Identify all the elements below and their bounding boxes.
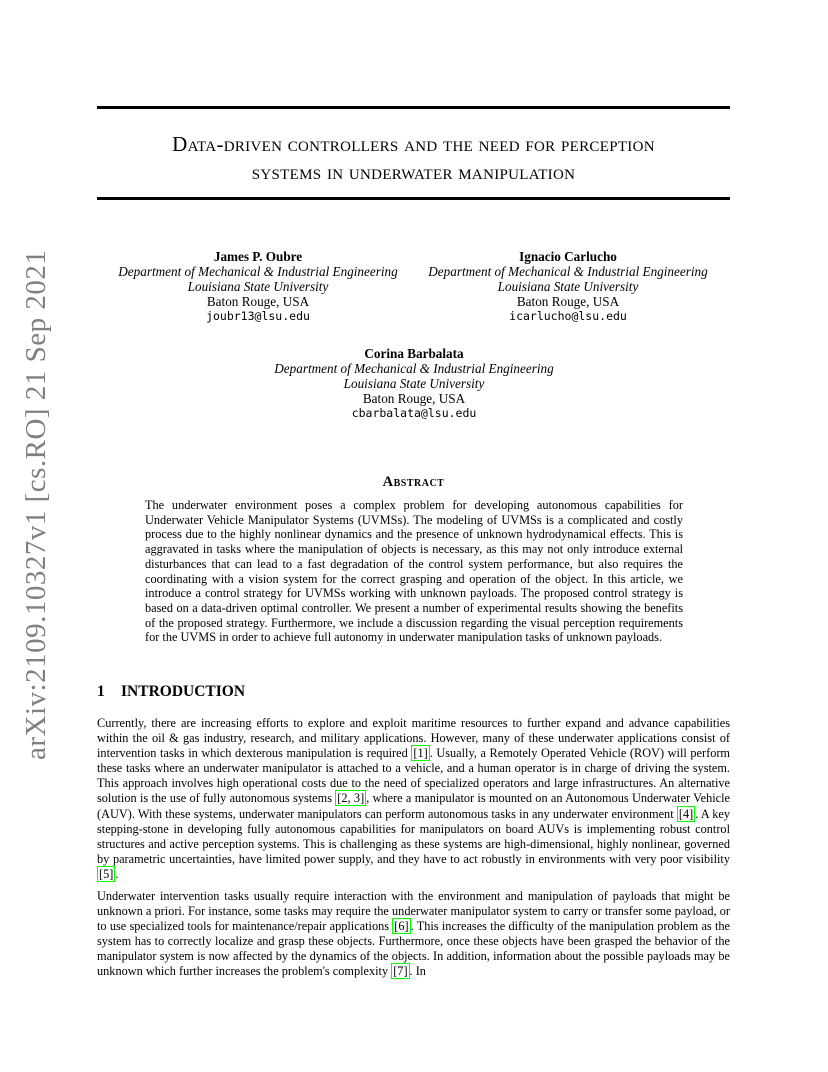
author-department: Department of Mechanical & Industrial Engineering (428, 264, 708, 279)
author-name: Ignacio Carlucho (519, 249, 617, 264)
author-name: James P. Oubre (213, 249, 303, 264)
intro-paragraph-2 (97, 889, 730, 981)
arxiv-identifier-stamp: arXiv:2109.10327v1 [cs.RO] 21 Sep 2021 (20, 249, 52, 760)
title-line-2-text: systems in underwater manipulation (251, 160, 576, 184)
citation-link[interactable]: [6] (394, 919, 409, 934)
citation-link[interactable]: [1] (413, 746, 428, 761)
author-university: Louisiana State University (497, 279, 639, 294)
paragraph-text: . Usually, a Remotely Operated Vehicle (ROV) will perform these tasks where an underwater manipulator is attached to a vehicle, and a human operator is in charge of driving the system. This approach involves high operational costs due to the need of specialized operators and large infrastructures. An alternative solution is the use of fully autonomous systems (97, 746, 730, 806)
author-email[interactable]: joubr13@lsu.edu (206, 309, 310, 323)
author-block (264, 346, 564, 421)
title-rule-bottom (97, 197, 730, 200)
abstract-heading: Abstract (382, 474, 445, 490)
paragraph-text: . A key stepping-stone in developing fully autonomous capabilities for manipulators on board AUVs is implementing robust control structures and active perception systems. This is challenging as these systems are high-dimensional, highly nonlinear, governed by parametric uncertainties, have limited power supply, and they have to act robustly in environments with very poor visibility (97, 806, 730, 866)
paragraph-text: . This increases the difficulty of the manipulation problem as the system has to correctly localize and grasp these objects. Furthermore, once these objects have been grasped the behavior of the manipulator system is now affected by the dynamics of the objects. In addition, information about the possible payloads may be unknown which further increases the problem's complexity (97, 919, 730, 979)
abstract-text: The underwater environment poses a complex problem for developing autonomous capabilities for Underwater Vehicle Manipulator Systems (UVMSs). The modeling of UVMSs is a complicated and costly process due to the highly nonlinear dynamics and the presence of unknown hydrodynamical effects. This is aggravated in tasks where the manipulation of objects is necessary, as this may not only introduce external disturbances that can lead to a fast degradation of the control system performance, but also requires the coordinating with a vision system for the correct grasping and operation of the object. In this article, we introduce a control strategy for UVMSs working with unknown payloads. The proposed control strategy is based on a data-driven optimal controller. We present a number of experimental results showing the benefits of the proposed strategy. Furthermore, we include a discussion regarding the visual perception requirements for the UVMS in order to achieve full autonomy in underwater manipulation tasks of unknown payloads. (145, 498, 683, 645)
citation-link[interactable]: [2, 3] (337, 791, 365, 806)
author-university: Louisiana State University (187, 279, 329, 294)
title-initial: D (172, 132, 188, 156)
citation-link[interactable]: [5] (99, 866, 114, 881)
paper-title-line-1 (97, 132, 730, 156)
paragraph-text: . In (409, 964, 426, 979)
intro-paragraph-1 (97, 716, 730, 882)
paragraph-text: , where a manipulator is mounted on an Autonomous Underwater Vehicle (AUV). With these systems, underwater manipulators can perform autonomous tasks in any underwater environment (97, 791, 730, 821)
author-email[interactable]: icarlucho@lsu.edu (509, 309, 627, 323)
title-line-1-rest: ata-driven controllers and the need for perception (187, 132, 655, 156)
author-department: Department of Mechanical & Industrial Engineering (274, 361, 554, 376)
author-name: Corina Barbalata (364, 346, 464, 361)
section-number: 1 (97, 683, 105, 700)
author-block (108, 249, 408, 324)
title-rule-top (97, 106, 730, 109)
section-heading (97, 683, 245, 701)
author-department: Department of Mechanical & Industrial Engineering (118, 264, 398, 279)
section-title: INTRODUCTION (121, 683, 246, 700)
author-location: Baton Rouge, USA (362, 391, 466, 406)
citation-link[interactable]: [4] (678, 806, 694, 821)
author-location: Baton Rouge, USA (206, 294, 310, 309)
author-location: Baton Rouge, USA (516, 294, 620, 309)
author-university: Louisiana State University (343, 376, 485, 391)
paragraph-text: Underwater intervention tasks usually require interaction with the environment and manipulation of payloads that might be unknown a priori. For instance, some tasks may require the underwater manipulator system to carry or transfer some payload, or to use specialized tools for maintenance/repair applications (97, 889, 730, 934)
paragraph-text: Currently, there are increasing efforts to explore and exploit maritime resources to further expand and advance capabilities within the oil & gas industry, research, and military applications. However, many of these underwater applications consist of intervention tasks in which dexterous manipulation is required (97, 716, 730, 761)
citation-link[interactable]: [7] (393, 964, 408, 979)
paragraph-text: . (115, 866, 119, 881)
paper-title-line-2 (97, 160, 730, 184)
author-block (418, 249, 718, 324)
author-email[interactable]: cbarbalata@lsu.edu (351, 406, 477, 420)
